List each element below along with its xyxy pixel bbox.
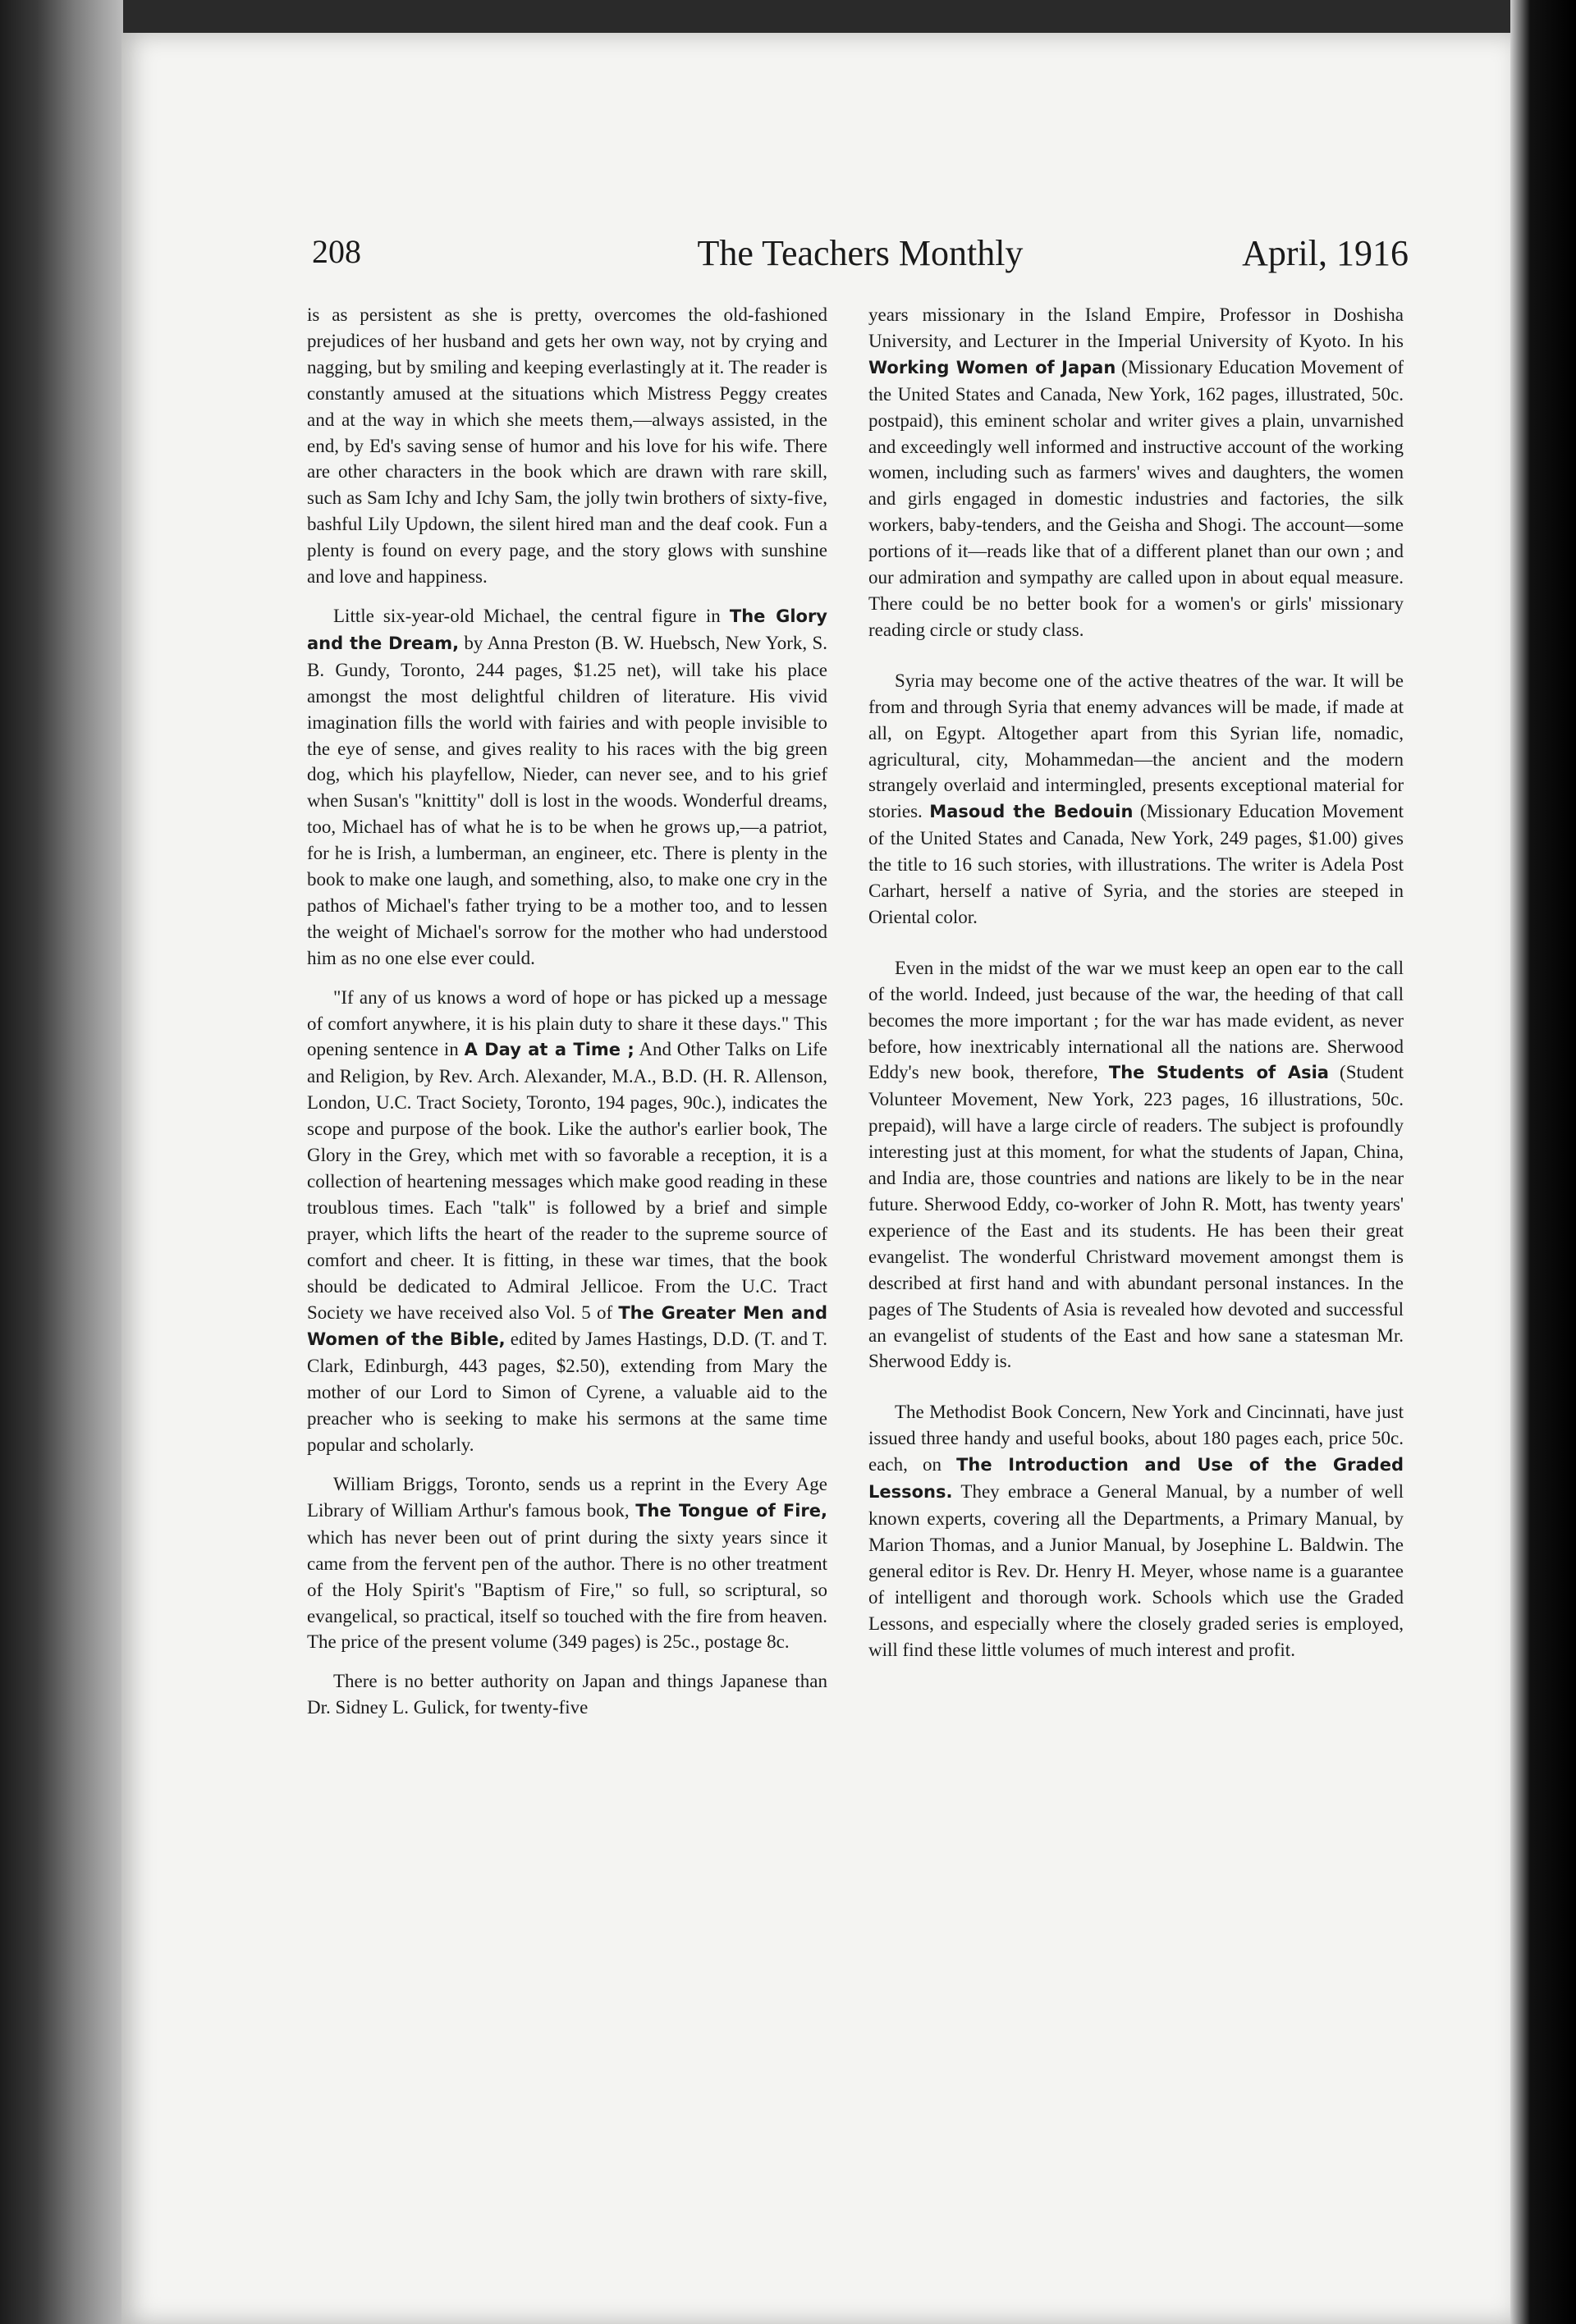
- book-title: The Tongue of Fire,: [635, 1500, 827, 1521]
- paragraph-text: (Student Volunteer Movement, New York, 223 pages, 16 illustrations, 50c. prepaid), will have a large circle of readers. The subject is profoundly interesting just at this moment, for what the students of Japan, China, and India are, those countries and nations are likely to be in the near future. Sherwood Eddy, co-worker of John R. Mott, has twenty years' experience of the East and its students. He has been their great evangelist. The wonderful Christward movement amongst them is described at first hand and with abundant personal instances. In the pages of The Students of Asia is revealed how devoted and successful an evangelist of students of the East and how sane a statesman Mr. Sherwood Eddy is.: [868, 1062, 1404, 1372]
- book-title: A Day at a Time ;: [464, 1040, 635, 1060]
- paragraph-text: They embrace a General Manual, by a number of well known experts, covering all the Departments, a Primary Manual, by Marion Thomas, and a Junior Manual, by Josephine L. Baldwin. The general editor is Rev. Dr. Henry H. Meyer, whose name is a guarantee of intelligent and thorough work. Schools which use the Graded Lessons, and especially where the closely graded series is employed, will find these little volumes of much interest and profit.: [868, 1481, 1404, 1660]
- paragraph-text: (Missionary Education Movement of the United States and Canada, New York, 249 pages, $1.00) gives the title to 16 such stories, with illustrations. The writer is Adela Post Carhart, herself a native of Syria, and the stories are steeped in Oriental color.: [868, 801, 1404, 927]
- paragraph: [307, 302, 827, 590]
- paragraph: [868, 668, 1404, 931]
- paragraph-text: There is no better authority on Japan and things Japanese than Dr. Sidney L. Gulick, for twenty-five: [307, 1671, 827, 1718]
- paragraph: [307, 1668, 827, 1721]
- paragraph-text: And Other Talks on Life and Religion, by Rev. Arch. Alexander, M.A., B.D. (H. R. Allenson, London, U.C. Tract Society, Toronto, 194 pages, 90c.), indicates the scope and purpose of the book. Like the author's earlier book, The Glory in the Grey, which met with so favorable a reception, it is a collection of heartening messages which make good reading in these troublous times. Each "talk" is followed by a brief and simple prayer, which lifts the heart of the reader to the supreme source of comfort and cheer. It is fitting, in these war times, that the book should be dedicated to Admiral Jellicoe. From the U.C. Tract Society we have received also Vol. 5 of: [307, 1039, 827, 1323]
- paragraph-text: William Briggs, Toronto, sends us a reprint in the Every Age Library of William Arthur's famous book,: [307, 1473, 827, 1521]
- paragraph: [868, 302, 1404, 643]
- book-title: The Greater Men and Women of the Bible,: [307, 1302, 828, 1350]
- paragraph-text: years missionary in the Island Empire, Professor in Doshisha University, and Lecturer in the Imperial University of Kyoto. In his: [868, 304, 1404, 351]
- page-number: 208: [312, 233, 361, 270]
- paragraph: [307, 985, 827, 1458]
- paragraph-text: which has never been out of print during the sixty years since it came from the fervent pen of the author. There is no other treatment of the Holy Spirit's "Baptism of Fire," so full, so scriptural, so evangelical, so practical, itself so touched with the fire from heaven. The price of the present volume (349 pages) is 25c., postage 8c.: [307, 1526, 827, 1653]
- paragraph: [307, 603, 827, 972]
- paragraph-text: edited by James Hastings, D.D. (T. and T. Clark, Edinburgh, 443 pages, $2.50), extending from Mary the mother of our Lord to Simon of Cyrene, a valuable aid to the preacher who is seeking to make his sermons at the same time popular and scholarly.: [307, 1329, 827, 1456]
- book-binding-left: [0, 0, 123, 2324]
- paragraph-text: Even in the midst of the war we must keep an open ear to the call of the world. Indeed, just because of the war, the heeding of that call becomes the more important ; for the war has made evident, as never before, how inextricably international all the nations are. Sherwood Eddy's new book, therefore,: [868, 957, 1404, 1083]
- journal-title: The Teachers Monthly: [697, 233, 1024, 273]
- paragraph-text: is as persistent as she is pretty, overcomes the old-fashioned prejudices of her husband and gets her own way, not by crying and nagging, but by smiling and keeping everlastingly at it. The reader is constantly amused at the situations which Mistress Peggy creates and at the way in which she meets them,—always assisted, in the end, by Ed's saving sense of humor and his love for his wife. There are other characters in the book which are drawn with rare skill, such as Sam Ichy and Ichy Sam, the jolly twin brothers of sixty-five, bashful Lily Updown, the silent hired man and the deaf cook. Fun a plenty is found on every page, and the story glows with sunshine and love and happiness.: [307, 304, 827, 588]
- paragraph-text: The Methodist Book Concern, New York and Cincinnati, have just issued three handy and useful books, about 180 pages each, price 50c. each, on: [868, 1402, 1404, 1475]
- paragraph-text: (Missionary Education Movement of the United States and Canada, New York, 162 pages, illustrated, 50c. postpaid), this eminent scholar and writer gives a plain, unvarnished and exceedingly well informed and instructive account of the working women, including such as farmers' wives and daughters, the women and girls engaged in domestic industries and factories, the silk workers, baby-tenders, and the Geisha and Shogi. The account—some portions of it—reads like that of a different planet than our own ; and our admiration and sympathy are called upon in about equal measure. There could be no better book for a women's or girls' missionary reading circle or study class.: [868, 356, 1404, 640]
- paragraph: [868, 1399, 1404, 1663]
- book-title: Working Women of Japan: [868, 357, 1116, 377]
- running-header: [312, 232, 1409, 281]
- paragraph-text: Syria may become one of the active theatres of the war. It will be from and through Syria that enemy advances will be made, if made at all, on Egypt. Altogether apart from this Syrian life, nomadic, agricultural, city, Mohammedan—the ancient and the modern strangely overlaid and intermingled, presents exceptional material for stories.: [868, 670, 1404, 822]
- paragraph-text: by Anna Preston (B. W. Huebsch, New York, S. B. Gundy, Toronto, 244 pages, $1.25 net), will take his place amongst the most delightful children of literature. His vivid imagination fills the world with fairies and with people invisible to the eye of sense, and gives reality to his races with the big green dog, which his playfellow, Nieder, can never see, and to his grief when Susan's "knittity" doll is lost in the woods. Wonderful dreams, too, Michael has of what he is to be when he grows up,—a patriot, for he is Irish, a lumberman, an engineer, etc. There is plenty in the book to make one laugh, and something, also, to make one cry in the pathos of Michael's father trying to be a mother too, and to lessen the weight of Michael's sorrow for the mother who had understood him as no one else ever could.: [307, 632, 827, 968]
- issue-date: April, 1916: [1242, 233, 1409, 273]
- right-column: [868, 302, 1404, 1676]
- paragraph-text: "If any of us knows a word of hope or has picked up a message of comfort anywhere, it is his plain duty to share it these days." This opening sentence in: [307, 986, 827, 1060]
- book-title: The Glory and the Dream,: [307, 606, 827, 653]
- left-column: [307, 302, 827, 1734]
- book-title: The Students of Asia: [1108, 1063, 1329, 1083]
- book-edge-right: [1510, 0, 1576, 2324]
- paragraph: [868, 955, 1404, 1375]
- paragraph-text: Little six-year-old Michael, the central figure in: [333, 605, 730, 626]
- book-title: Masoud the Bedouin: [929, 802, 1134, 822]
- book-title: The Introduction and Use of the Graded Lessons.: [868, 1455, 1404, 1503]
- paragraph: [307, 1471, 827, 1655]
